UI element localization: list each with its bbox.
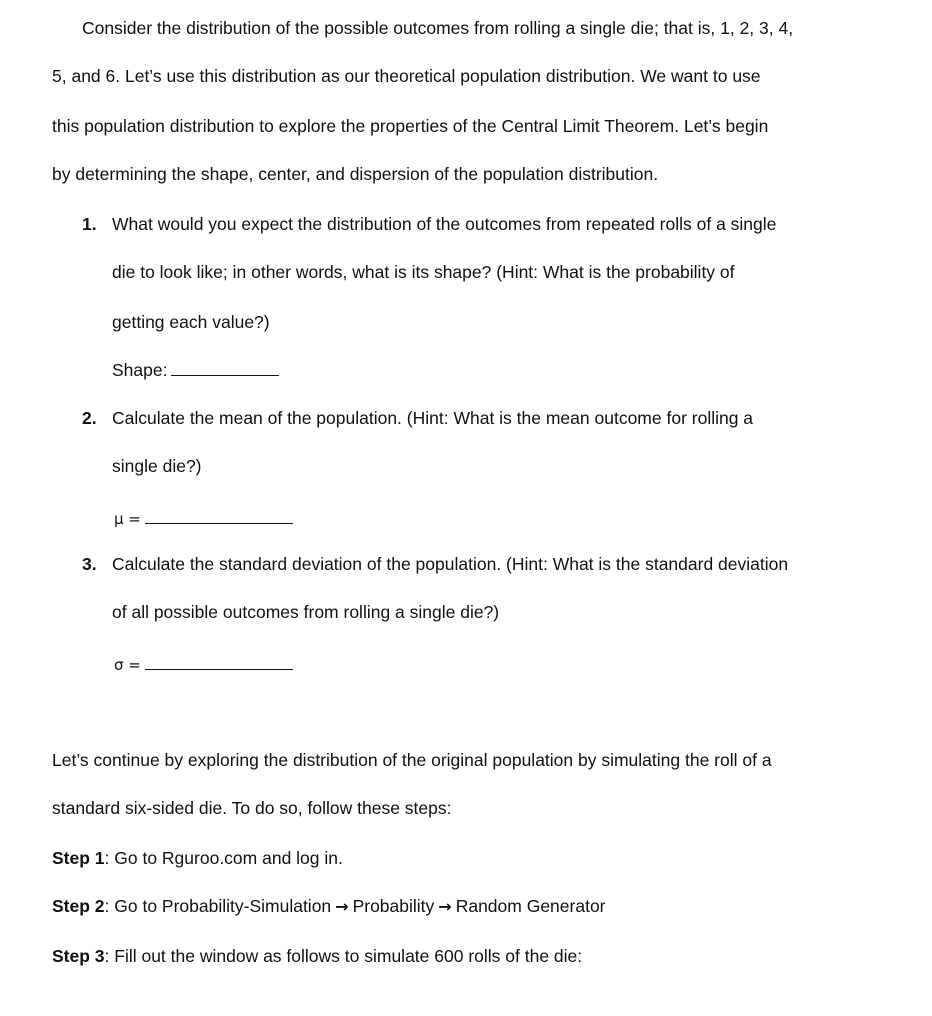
step-2-part-3: Random Generator [455, 896, 606, 916]
right-arrow-icon: → [335, 897, 349, 916]
sd-answer [114, 654, 293, 675]
question-1-line-3: getting each value?) [112, 312, 270, 332]
intro-line-2: 5, and 6. Let’s use this distribution as our theoretical population distribution. We want to use [52, 66, 761, 86]
question-1-line-1: What would you expect the distribution of the outcomes from repeated rolls of a single [112, 214, 777, 234]
mean-answer [114, 508, 293, 529]
question-2-line-1: Calculate the mean of the population. (Hint: What is the mean outcome for rolling a [112, 408, 754, 428]
question-2-line-2: single die?) [112, 456, 202, 476]
question-1-line-2: die to look like; in other words, what is its shape? (Hint: What is the probability of [112, 262, 735, 282]
sd-blank[interactable] [145, 655, 293, 670]
mu-label: μ = [114, 510, 141, 528]
question-3-number: 3. [82, 554, 97, 574]
sigma-label: σ = [114, 656, 141, 674]
step-1-text: : Go to Rguroo.com and log in. [104, 848, 343, 868]
shape-answer [112, 360, 279, 380]
step-2-part-1: Probability-Simulation [161, 896, 332, 916]
shape-blank[interactable] [171, 361, 279, 376]
step-3 [52, 946, 582, 966]
step-3-label: Step 3 [52, 946, 105, 966]
intro-line-4: by determining the shape, center, and dispersion of the population distribution. [52, 164, 659, 184]
step-2-prefix: : Go to [104, 896, 162, 916]
step-2-label: Step 2 [52, 896, 105, 916]
question-3-line-2: of all possible outcomes from rolling a single die?) [112, 602, 500, 622]
continuation-line-1: Let’s continue by exploring the distribution of the original population by simulating the roll of a [52, 750, 772, 770]
shape-label: Shape: [112, 360, 168, 380]
step-3-text: : Fill out the window as follows to simulate 600 rolls of the die: [104, 946, 583, 966]
step-2-part-2: Probability [352, 896, 435, 916]
question-3-line-1: Calculate the standard deviation of the population. (Hint: What is the standard deviation [112, 554, 789, 574]
continuation-line-2: standard six-sided die. To do so, follow these steps: [52, 798, 452, 818]
step-1 [52, 848, 343, 868]
intro-line-1: Consider the distribution of the possible outcomes from rolling a single die; that is, 1, 2, 3, 4, [82, 18, 794, 38]
mean-blank[interactable] [145, 509, 293, 524]
step-2 [52, 896, 606, 917]
intro-line-3: this population distribution to explore the properties of the Central Limit Theorem. Let’s begin [52, 116, 769, 136]
step-1-label: Step 1 [52, 848, 105, 868]
right-arrow-icon: → [438, 897, 452, 916]
question-1-number: 1. [82, 214, 97, 234]
question-2-number: 2. [82, 408, 97, 428]
